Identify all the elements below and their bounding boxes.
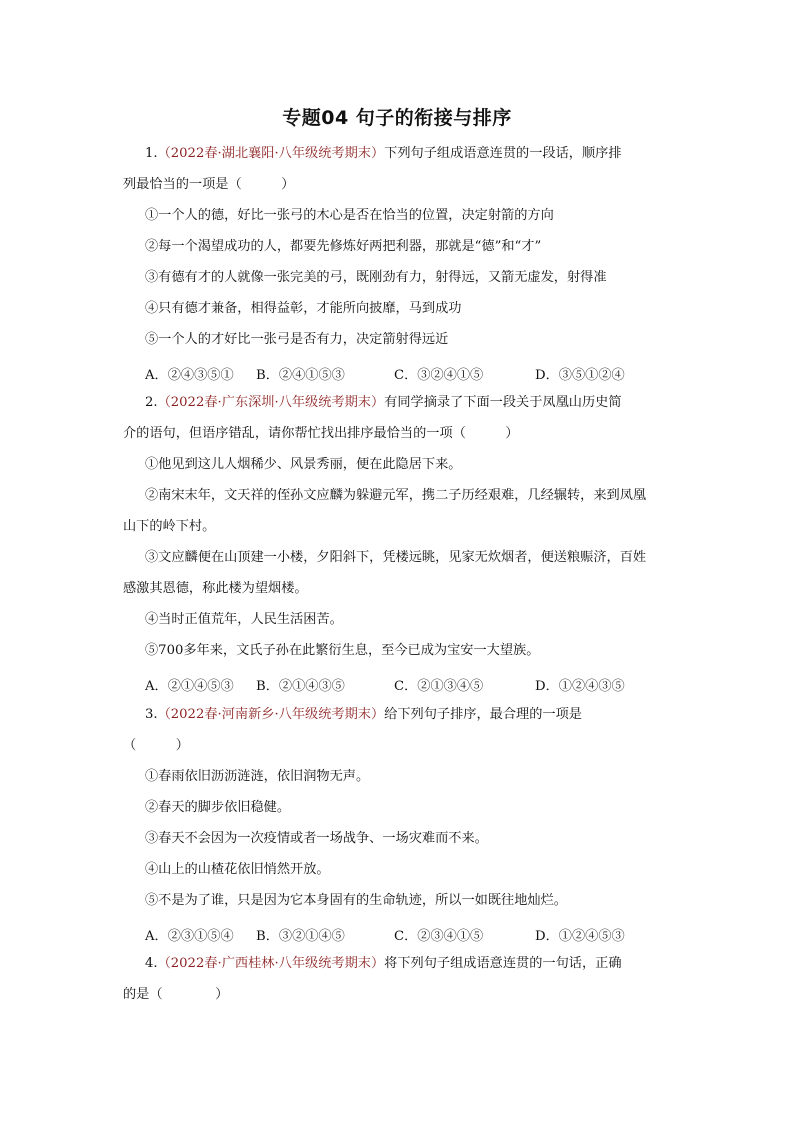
list-item-cont: 感激其恩德，称此楼为望烟楼。 [123,581,308,596]
option-c: C．②①③④⑤ [394,679,484,694]
list-item: ④只有德才兼备，相得益彰，才能所向披靡，马到成功 [145,301,462,316]
option-a: A．②③①⑤④ [145,929,234,944]
question-1-stem-cont: 列最恰当的一项是（ ） [123,177,295,192]
list-item: ⑤不是为了谁，只是因为它本身固有的生命轨迹，所以一如既往地灿烂。 [145,893,567,908]
option-c: C．②③④①⑤ [394,929,484,944]
question-source: 2022春·湖北襄阳·八年级统考期末 [170,146,371,161]
option-b: B．③②①④⑤ [256,929,345,944]
question-number: 3. [145,707,158,722]
question-stem-text: 下列句子组成语意连贯的一段话，顺序排 [384,146,622,161]
question-4-stem [145,955,622,973]
question-source: 2022春·河南新乡·八年级统考期末 [170,707,371,722]
source-close-paren: ） [370,395,385,410]
question-4-stem-cont: 的是（ ） [123,987,229,1002]
source-open-paren: （ [157,146,171,161]
question-3-stem [145,706,582,724]
list-item: ③春天不会因为一次疫情或者一场战争、一场灾难而不来。 [145,831,488,846]
list-item: ④山上的山楂花依旧悄然开放。 [145,862,330,877]
list-item: ①春雨依旧沥沥涟涟，依旧润物无声。 [145,769,370,784]
question-3-stem-cont: （ ） [123,738,189,753]
list-item: ⑤一个人的才好比一张弓是否有力，决定箭射得远近 [145,332,449,347]
list-item: ③有德有才的人就像一张完美的弓，既刚劲有力，射得远，又箭无虚发，射得准 [145,270,607,285]
source-open-paren: （ [157,956,171,971]
question-number: 2. [145,395,158,410]
question-1-stem [145,145,622,163]
source-open-paren: （ [157,395,171,410]
list-item: ②春天的脚步依旧稳健。 [145,800,291,815]
question-source: 2022春·广东深圳·八年级统考期末 [170,395,371,410]
source-close-paren: ） [370,956,385,971]
source-close-paren: ） [370,146,385,161]
option-a: A．②④③⑤① [145,368,234,383]
option-d: D．①②④⑤③ [535,929,625,944]
page-title: 专题04 句子的衔接与排序 [282,107,512,129]
list-item: ⑤700多年来，文氏子孙在此繁衍生息，至今已成为宝安一大望族。 [145,643,540,658]
question-stem-text: 将下列句子组成语意连贯的一句话，正确 [384,956,622,971]
question-stem-text: 给下列句子排序，最合理的一项是 [384,707,582,722]
question-number: 1. [145,146,158,161]
question-source: 2022春·广西桂林·八年级统考期末 [170,956,371,971]
question-2-stem [145,394,622,412]
question-number: 4. [145,956,158,971]
list-item-cont: 山下的岭下村。 [123,519,216,534]
question-stem-text: 有同学摘录了下面一段关于凤凰山历史简 [384,395,622,410]
source-open-paren: （ [157,707,171,722]
list-item: ①他见到这儿人烟稀少、风景秀丽，便在此隐居下来。 [145,457,462,472]
option-d: D．③⑤①②④ [535,368,625,383]
question-2-stem-cont: 介的语句，但语序错乱，请你帮忙找出排序最恰当的一项（ ） [123,426,519,441]
source-close-paren: ） [370,707,385,722]
list-item: ②南宋末年，文天祥的侄孙文应麟为躲避元军，携二子历经艰难，几经辗转，来到凤凰 [145,488,647,503]
option-d: D．①②④③⑤ [535,679,625,694]
list-item: ③文应麟便在山顶建一小楼，夕阳斜下，凭楼远眺，见家无炊烟者，便送粮赈济，百姓 [145,550,647,565]
option-c: C．③②④①⑤ [394,368,484,383]
list-item: ④当时正值荒年，人民生活困苦。 [145,612,343,627]
list-item: ②每一个渴望成功的人，都要先修炼好两把利器，那就是“德”和“才” [145,239,542,254]
option-b: B．②④①⑤③ [256,368,345,383]
option-a: A．②①④⑤③ [145,679,234,694]
option-b: B．②①④③⑤ [256,679,345,694]
list-item: ①一个人的德，好比一张弓的木心是否在恰当的位置，决定射箭的方向 [145,208,554,223]
